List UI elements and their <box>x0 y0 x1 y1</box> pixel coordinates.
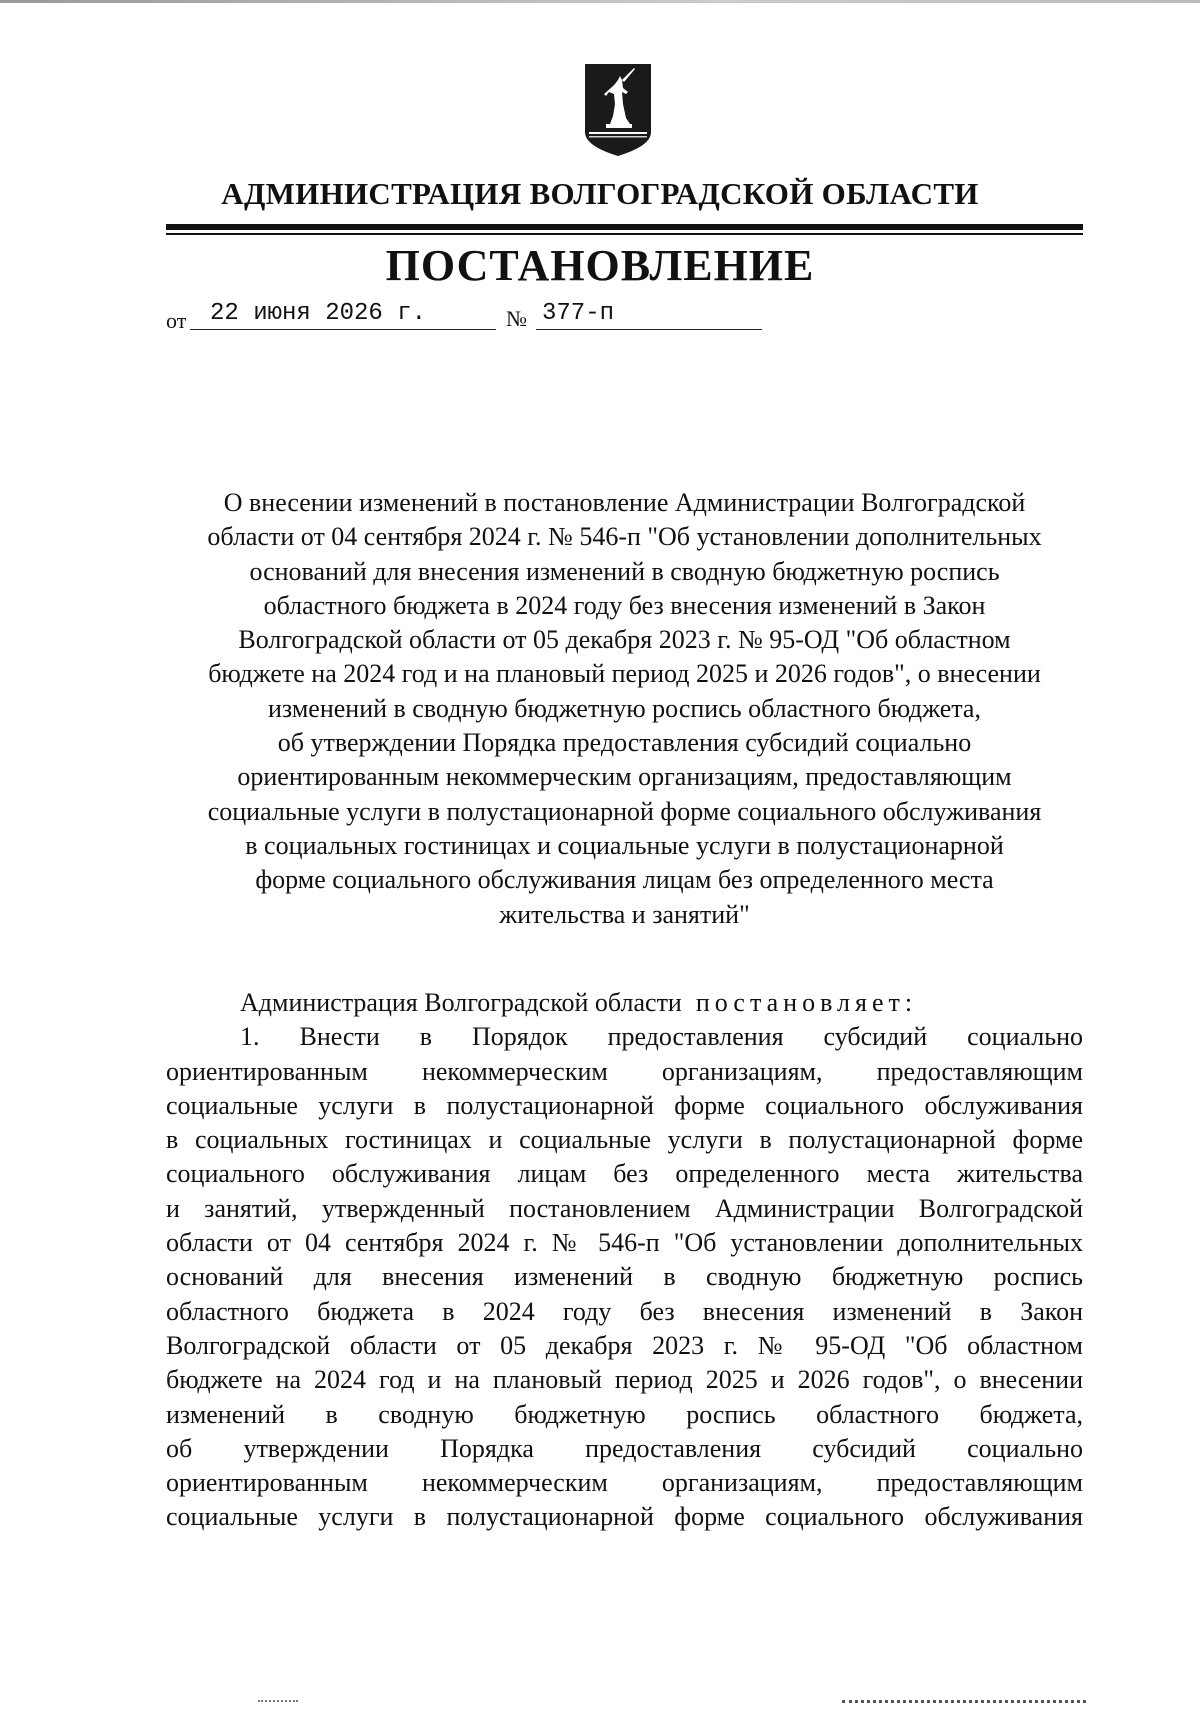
document-type-title: ПОСТАНОВЛЕНИЕ <box>385 241 815 290</box>
document-number: 377-п <box>536 300 762 330</box>
item-1-line: 1. Внести в Порядок предоставления субсидий социально <box>240 1022 1083 1052</box>
item-1-line: изменений в сводную бюджетную роспись областного бюджета, <box>166 1399 1083 1429</box>
item-1-line: социальные услуги в полустационарной форме социального обслуживания <box>166 1502 1083 1532</box>
scan-footer-marks <box>0 1700 1200 1706</box>
item-1-line: ориентированным некоммерческим организациям, предоставляющим <box>166 1056 1083 1086</box>
number-label: № <box>506 306 527 331</box>
item-1-line: и занятий, утвержденный постановлением Администрации Волгоградской <box>166 1193 1083 1223</box>
subject-line: изменений в сводную бюджетную роспись областного бюджета, <box>268 693 981 723</box>
item-1-line: ориентированным некоммерческим организациям, предоставляющим <box>166 1468 1083 1498</box>
item-1-line: об утверждении Порядка предоставления субсидий социально <box>166 1433 1083 1463</box>
subject-line: областного бюджета в 2024 году без внесения изменений в Закон <box>263 590 986 620</box>
subject-line: об утверждении Порядка предоставления субсидий социально <box>277 728 972 758</box>
item-1-line: оснований для внесения изменений в сводную бюджетную роспись <box>166 1262 1083 1292</box>
subject-line: ориентированным некоммерческим организациям, предоставляющим <box>237 762 1012 792</box>
preamble-start: Администрация Волгоградской области <box>240 988 682 1017</box>
item-1-line: Волгоградской области от 05 декабря 2023 г. № 95-ОД "Об областном <box>166 1330 1083 1360</box>
preamble-line <box>166 986 1083 1020</box>
document-date: 22 июня 2026 г. <box>190 300 496 330</box>
date-label: от <box>166 308 187 333</box>
header-divider-thick <box>166 224 1083 230</box>
subject-line: области от 04 сентября 2024 г. № 546-п "Об установлении дополнительных <box>207 522 1042 552</box>
subject-line: социальные услуги в полустационарной форме социального обслуживания <box>207 796 1042 826</box>
item-1-line: областного бюджета в 2024 году без внесения изменений в Закон <box>166 1296 1083 1326</box>
scan-mark-right <box>842 1700 1086 1706</box>
header-divider-thin <box>166 233 1083 235</box>
subject-line: в социальных гостиницах и социальные услуги в полустационарной <box>245 830 1004 860</box>
item-1-line: в социальных гостиницах и социальные услуги в полустационарной форме <box>166 1125 1083 1155</box>
scan-edge-line <box>0 0 1200 3</box>
volgograd-oblast-emblem-icon <box>582 62 654 158</box>
subject-line: оснований для внесения изменений в сводную бюджетную роспись <box>249 556 1000 586</box>
item-1-line: социальные услуги в полустационарной форме социального обслуживания <box>166 1090 1083 1120</box>
dateline <box>166 300 766 340</box>
subject-line: Волгоградской области от 05 декабря 2023 г. № 95-ОД "Об областном <box>238 625 1011 655</box>
document-body <box>166 986 1083 1535</box>
preamble-verb: постановляет: <box>695 988 918 1017</box>
subject-line: бюджете на 2024 год и на плановый период 2025 и 2026 годов", о внесении <box>208 659 1041 689</box>
item-1-line: бюджете на 2024 год и на плановый период 2025 и 2026 годов", о внесении <box>166 1365 1083 1395</box>
scan-mark-left <box>258 1700 298 1705</box>
subject-line: жительства и занятий" <box>499 899 750 929</box>
item-1-line: области от 04 сентября 2024 г. № 546-п "Об установлении дополнительных <box>166 1228 1083 1258</box>
subject-line: О внесении изменений в постановление Администрации Волгоградской <box>223 488 1026 517</box>
organization-title: АДМИНИСТРАЦИЯ ВОЛГОГРАДСКОЙ ОБЛАСТИ <box>221 176 979 211</box>
document-subject <box>166 486 1083 932</box>
subject-line: форме социального обслуживания лицам без определенного места <box>255 865 994 895</box>
item-1-line: социального обслуживания лицам без определенного места жительства <box>166 1159 1083 1189</box>
